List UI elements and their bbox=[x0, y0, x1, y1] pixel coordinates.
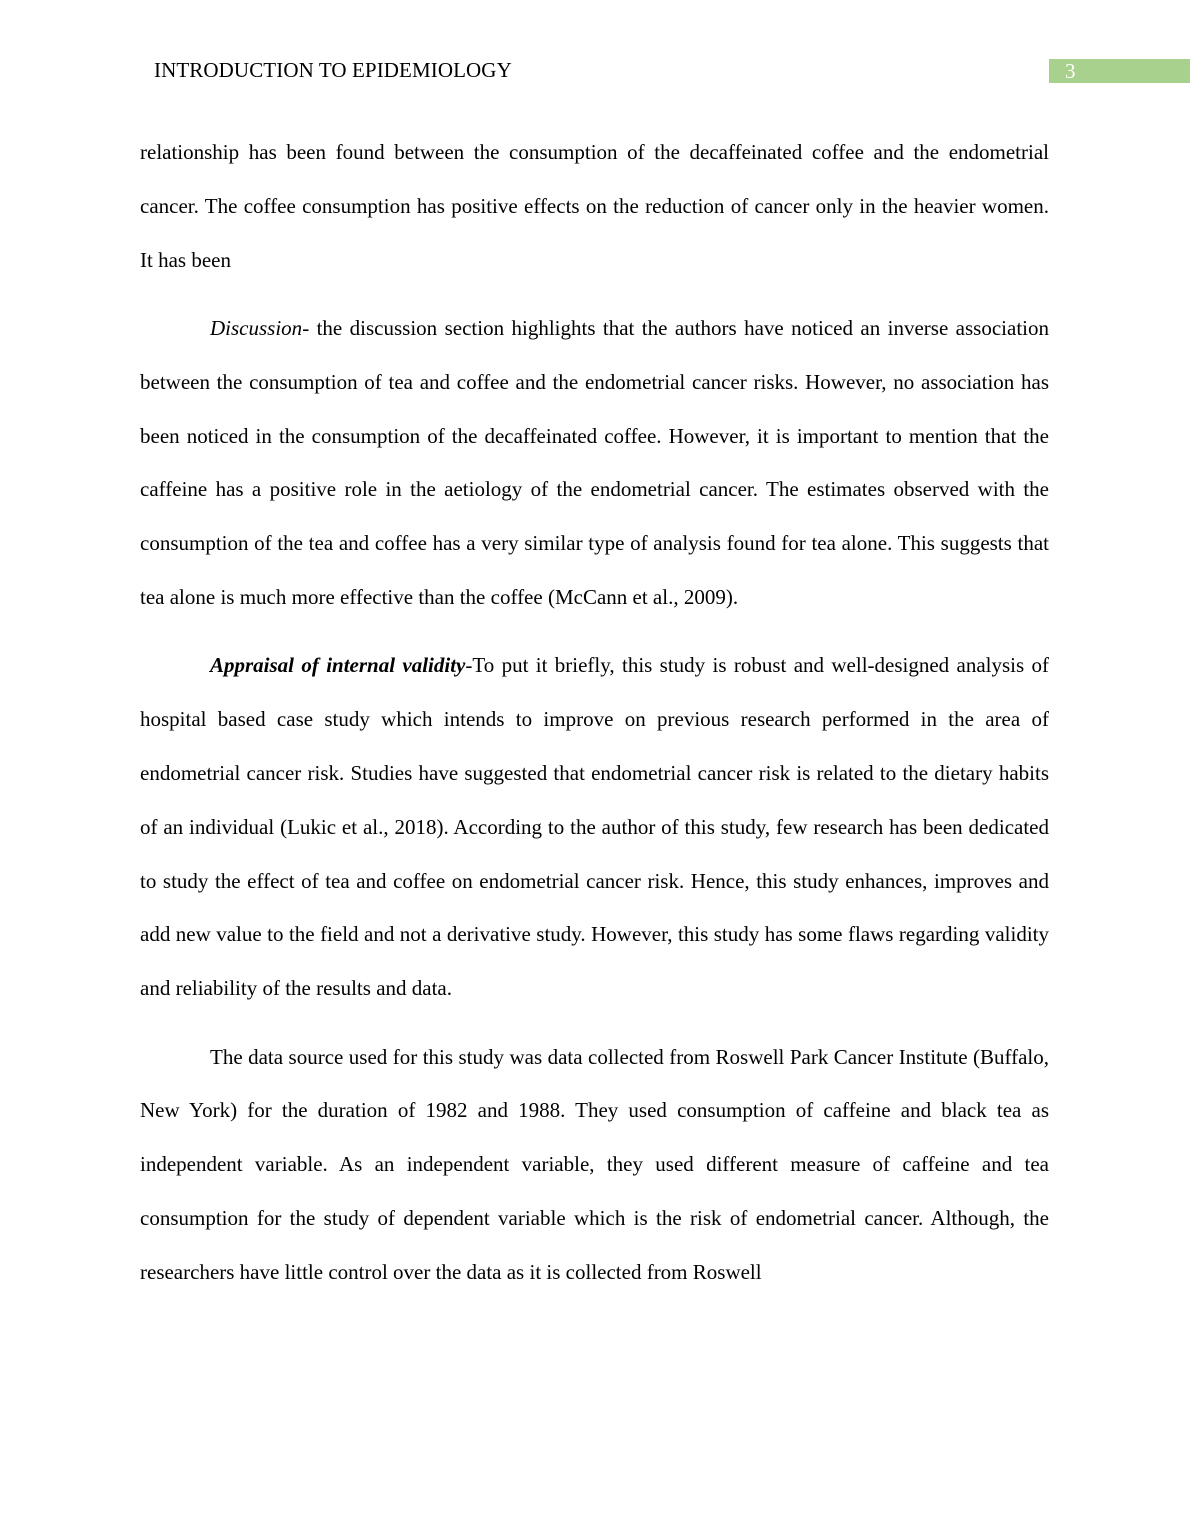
paragraph-discussion bbox=[140, 302, 1049, 625]
page-number: 3 bbox=[1065, 59, 1076, 83]
paragraph-text: -To put it briefly, this study is robust and well-designed analysis of hospital based case study which intends to improve on previous research performed in the area of endometrial cancer risk. Studies have suggested that endometrial cancer risk is related to the dietary habits of an individual (Lukic et al., 2018). According to the author of this study, few research has been dedicated to study the effect of tea and coffee on endometrial cancer risk. Hence, this study enhances, improves and add new value to the field and not a derivative study. However, this study has some flaws regarding validity and reliability of the results and data. bbox=[140, 653, 1050, 1001]
paragraph-internal-validity bbox=[140, 639, 1049, 1016]
paragraph-data-source bbox=[140, 1031, 1049, 1300]
paragraph-text: - the discussion section highlights that the authors have noticed an inverse association between the consumption of tea and coffee and the endometrial cancer risks. However, no association has been noticed in the consumption of the decaffeinated coffee. However, it is important to mention that the caffeine has a positive role in the aetiology of the endometrial cancer. The estimates observed with the consumption of the tea and coffee has a very similar type of analysis found for tea alone. This suggests that tea alone is much more effective than the coffee (McCann et al., 2009). bbox=[140, 315, 1049, 609]
section-heading-discussion: Discussion bbox=[210, 315, 303, 340]
section-heading-internal-validity: Appraisal of internal validity bbox=[210, 653, 466, 678]
paragraph-text: relationship has been found between the consumption of the decaffeinated coffee and the endometrial cancer. The coffee consumption has positive effects on the reduction of cancer only in the heavier women. It has been bbox=[140, 140, 1049, 272]
paragraph-results-continuation bbox=[140, 126, 1049, 287]
page-number-box bbox=[1049, 59, 1190, 83]
page-header bbox=[0, 57, 1190, 83]
paragraph-text: The data source used for this study was data collected from Roswell Park Cancer Institute (Buffalo, New York) for the duration of 1982 and 1988. They used consumption of caffeine and black tea as independent variable. As an independent variable, they used different measure of caffeine and tea consumption for the study of dependent variable which is the risk of endometrial cancer. Although, the researchers have little control over the data as it is collected from Roswell bbox=[140, 1044, 1049, 1284]
running-head-title: INTRODUCTION TO EPIDEMIOLOGY bbox=[154, 58, 512, 82]
document-body bbox=[140, 126, 1049, 1300]
